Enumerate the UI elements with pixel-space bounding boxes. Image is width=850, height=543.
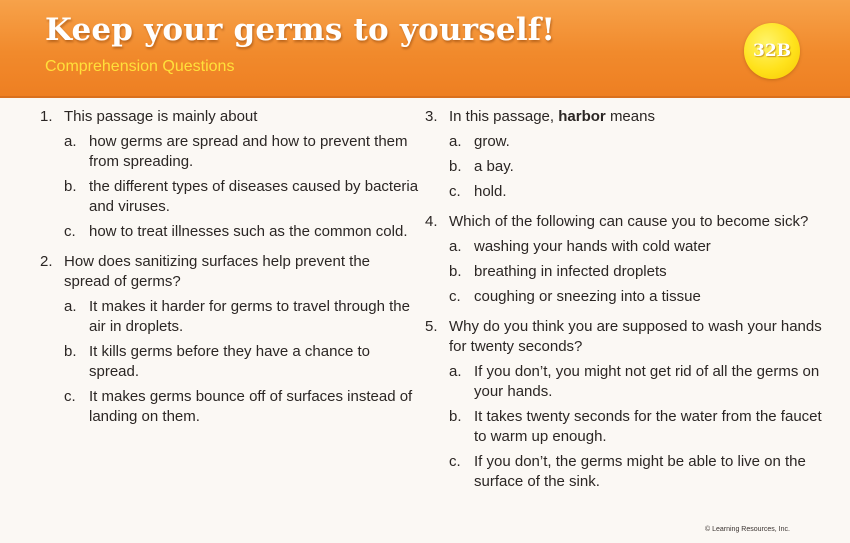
answer-option [64,342,420,382]
option-letter: b. [64,343,77,360]
option-letter: c. [449,453,461,470]
question-4 [425,212,825,307]
option-text: It makes it harder for germs to travel through the air in droplets. [89,298,410,335]
answer-option [64,132,420,172]
answer-option [64,387,420,427]
option-text: If you don’t, you might not get rid of all the germs on your hands. [474,363,820,400]
page-subtitle: Comprehension Questions [45,58,235,75]
answer-option [64,297,420,337]
option-text: washing your hands with cold water [474,238,711,255]
question-1 [40,107,420,242]
option-letter: c. [449,183,461,200]
answer-option [449,407,825,447]
option-letter: c. [449,288,461,305]
question-text: Which of the following can cause you to become sick? [449,213,809,230]
option-letter: a. [449,363,462,380]
option-text: grow. [474,133,510,150]
answer-option [449,237,825,257]
answer-option [449,182,825,202]
question-text [449,107,825,127]
option-letter: a. [449,238,462,255]
question-3 [425,107,825,202]
question-text: Why do you think you are supposed to wash your hands for twenty seconds? [449,318,822,355]
card-number-badge [744,23,800,79]
question-text-start: In this passage, [449,108,555,125]
option-text: hold. [474,183,507,200]
question-5 [425,317,825,492]
left-column [40,107,420,437]
option-letter: b. [449,408,462,425]
question-number: 5. [425,318,438,335]
answer-option [449,132,825,152]
answer-option [449,157,825,177]
option-text: the different types of diseases caused by bacteria and viruses. [89,178,419,215]
answer-option [449,287,825,307]
answer-option [64,222,420,242]
option-text: It kills germs before they have a chance to spread. [89,343,370,380]
question-number: 1. [40,108,53,125]
right-column [425,107,825,502]
copyright-notice: © Learning Resources, Inc. [705,526,790,533]
option-letter: c. [64,388,76,405]
option-letter: b. [64,178,77,195]
option-letter: a. [449,133,462,150]
option-text: how to treat illnesses such as the common cold. [89,223,408,240]
answer-option [449,362,825,402]
question-2 [40,252,420,427]
option-text: how germs are spread and how to prevent them from spreading. [89,133,408,170]
option-text: breathing in infected droplets [474,263,667,280]
question-text-end: means [609,108,655,125]
question-text: This passage is mainly about [64,108,258,125]
answer-option [449,452,825,492]
option-text: a bay. [474,158,514,175]
card-number-label: 32B [752,41,792,61]
option-text: It takes twenty seconds for the water from the faucet to warm up enough. [474,408,822,445]
option-letter: c. [64,223,76,240]
option-text: It makes germs bounce off of surfaces instead of landing on them. [89,388,413,425]
vocabulary-keyword: harbor [558,108,606,125]
header-band [0,0,850,98]
question-number: 3. [425,108,438,125]
option-letter: b. [449,158,462,175]
option-letter: a. [64,298,77,315]
answer-option [64,177,420,217]
option-letter: a. [64,133,77,150]
answer-option [449,262,825,282]
option-letter: b. [449,263,462,280]
question-text: How does sanitizing surfaces help prevent the spread of germs? [64,253,371,290]
option-text: coughing or sneezing into a tissue [474,288,701,305]
question-number: 2. [40,253,53,270]
page-title: Keep your germs to yourself! [45,12,556,48]
question-number: 4. [425,213,438,230]
option-text: If you don’t, the germs might be able to live on the surface of the sink. [474,453,806,490]
